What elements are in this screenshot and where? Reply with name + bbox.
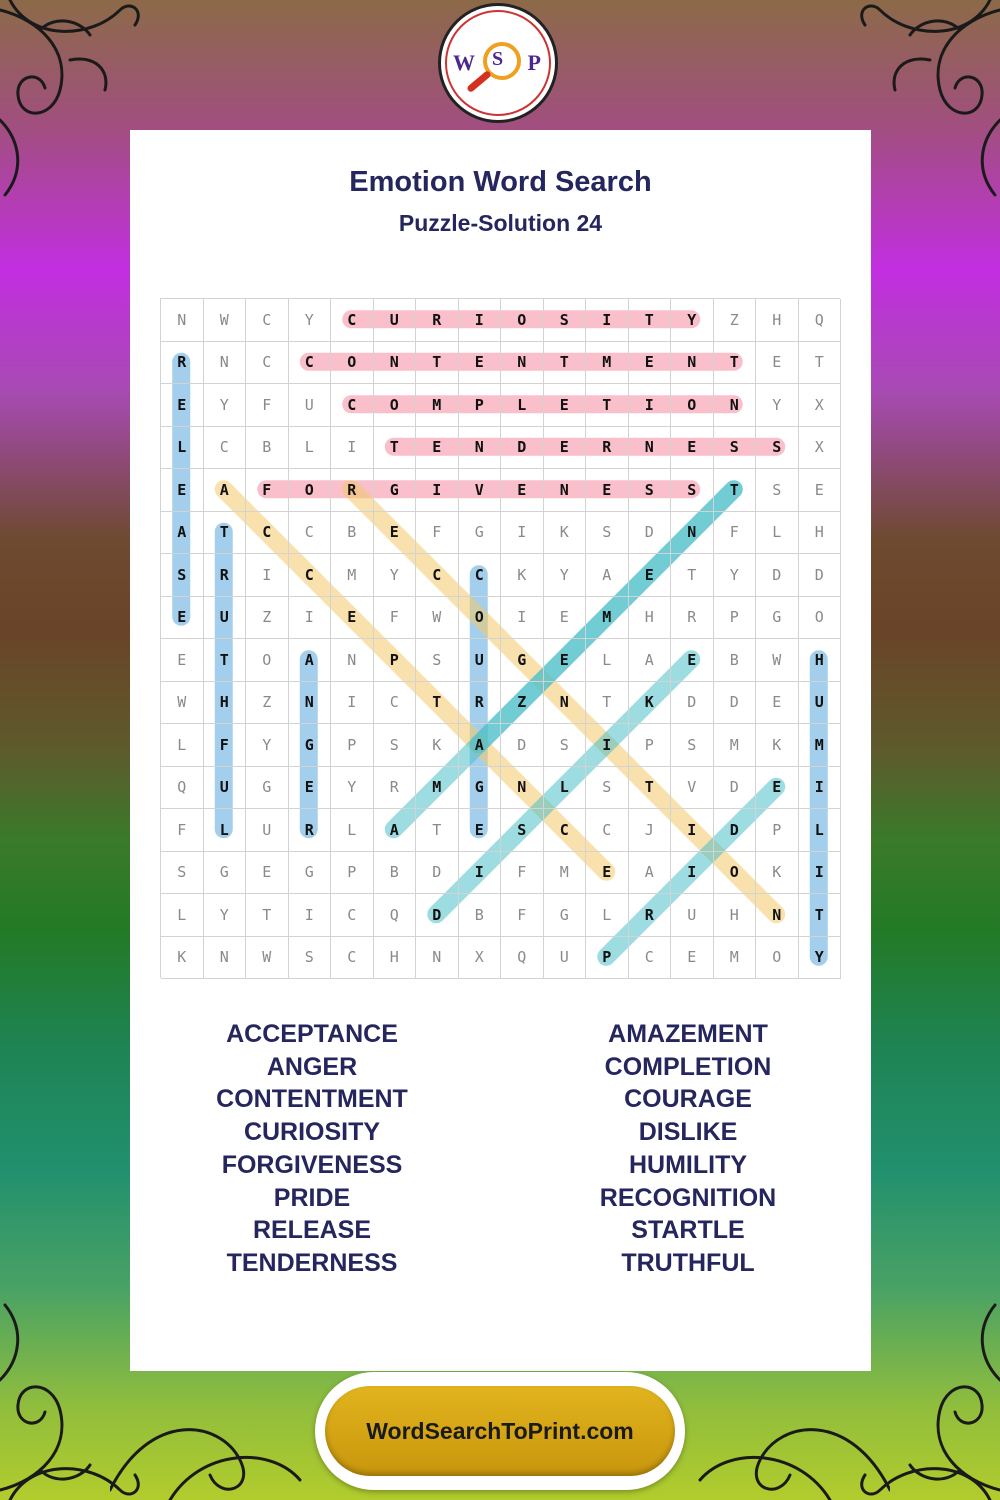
grid-cell: H xyxy=(799,639,842,682)
grid-cell: G xyxy=(374,469,417,512)
grid-cell: C xyxy=(246,512,289,555)
word-list-item: RELEASE xyxy=(252,1216,372,1245)
grid-cell: S xyxy=(629,469,672,512)
grid-cell: T xyxy=(374,427,417,470)
word-list-item: CURIOSITY xyxy=(243,1118,381,1147)
grid-cell: W xyxy=(416,597,459,640)
grid-cell: N xyxy=(544,682,587,725)
grid-cell: L xyxy=(161,724,204,767)
grid-cell: W xyxy=(756,639,799,682)
grid-cell: D xyxy=(799,554,842,597)
grid-cell: I xyxy=(459,299,502,342)
grid-cell: O xyxy=(714,852,757,895)
grid-cell: S xyxy=(161,852,204,895)
grid-cell: L xyxy=(204,809,247,852)
grid-cell: E xyxy=(544,597,587,640)
grid-cell: I xyxy=(586,299,629,342)
grid-cell: S xyxy=(544,299,587,342)
grid-cell: L xyxy=(586,639,629,682)
grid-cell: S xyxy=(671,724,714,767)
grid-cell: L xyxy=(331,809,374,852)
ornament-corner-top-right xyxy=(850,0,1000,200)
grid-cell: C xyxy=(416,554,459,597)
grid-cell: U xyxy=(204,597,247,640)
grid-cell: D xyxy=(416,894,459,937)
grid-cell: C xyxy=(331,384,374,427)
grid-cell: G xyxy=(246,767,289,810)
grid-cell: S xyxy=(501,809,544,852)
grid-cell: O xyxy=(799,597,842,640)
grid-cell: U xyxy=(671,894,714,937)
grid-cell: X xyxy=(799,427,842,470)
grid-cell: Y xyxy=(246,724,289,767)
grid-cell: W xyxy=(246,937,289,980)
grid-cell: I xyxy=(246,554,289,597)
grid-cell: D xyxy=(501,427,544,470)
grid-cell: K xyxy=(161,937,204,980)
grid-cell: C xyxy=(289,554,332,597)
grid-cell: S xyxy=(756,427,799,470)
grid-cell: Y xyxy=(204,894,247,937)
grid-cell: I xyxy=(629,384,672,427)
grid-cell: U xyxy=(204,767,247,810)
grid-cell: Y xyxy=(714,554,757,597)
grid-cell: I xyxy=(671,852,714,895)
grid-cell: S xyxy=(586,512,629,555)
grid-cell: I xyxy=(416,469,459,512)
word-list-item: PRIDE xyxy=(273,1183,351,1212)
grid-cell: T xyxy=(714,469,757,512)
word-list-left xyxy=(130,1018,494,1280)
grid-cell: Y xyxy=(204,384,247,427)
grid-cell: A xyxy=(204,469,247,512)
website-label: WordSearchToPrint.com xyxy=(325,1386,675,1476)
grid-cell: S xyxy=(714,427,757,470)
grid-cell: T xyxy=(799,894,842,937)
grid-cell: F xyxy=(501,894,544,937)
grid-cell: D xyxy=(714,682,757,725)
puzzle-card xyxy=(130,130,871,1371)
grid-cell: C xyxy=(586,809,629,852)
grid-cell: W xyxy=(161,682,204,725)
grid-cell: F xyxy=(714,512,757,555)
grid-cell: U xyxy=(459,639,502,682)
grid-cell: G xyxy=(501,639,544,682)
grid-cell: R xyxy=(586,427,629,470)
grid-cell: C xyxy=(629,937,672,980)
grid-cell: D xyxy=(416,852,459,895)
grid-cell: R xyxy=(374,767,417,810)
grid-cell: F xyxy=(161,809,204,852)
grid-cell: E xyxy=(671,639,714,682)
grid-cell: Z xyxy=(501,682,544,725)
grid-cell: N xyxy=(756,894,799,937)
word-list-item: DISLIKE xyxy=(638,1118,738,1147)
grid-cell: E xyxy=(544,384,587,427)
grid-cell: N xyxy=(416,937,459,980)
grid-cell: O xyxy=(756,937,799,980)
grid-cell: O xyxy=(289,469,332,512)
grid-cell: K xyxy=(756,852,799,895)
grid-cell: I xyxy=(586,724,629,767)
grid-cell: U xyxy=(374,299,417,342)
word-list-item: AMAZEMENT xyxy=(608,1020,768,1048)
grid-cell: P xyxy=(586,937,629,980)
word-list-item: COMPLETION xyxy=(604,1052,772,1081)
grid-cell: I xyxy=(501,512,544,555)
grid-cell: A xyxy=(586,554,629,597)
grid-cell: N xyxy=(671,342,714,385)
word-list-item: FORGIVENESS xyxy=(221,1150,403,1179)
grid-cell: B xyxy=(374,852,417,895)
grid-cell: Z xyxy=(246,682,289,725)
grid-cell: E xyxy=(161,597,204,640)
grid-cell: L xyxy=(289,427,332,470)
grid-cell: M xyxy=(416,767,459,810)
grid-cell: O xyxy=(246,639,289,682)
grid-cell: D xyxy=(756,554,799,597)
website-button[interactable] xyxy=(315,1372,685,1490)
grid-cell: W xyxy=(204,299,247,342)
grid-cell: R xyxy=(204,554,247,597)
grid-cell: O xyxy=(501,299,544,342)
grid-cell: G xyxy=(459,767,502,810)
grid-cell: T xyxy=(544,342,587,385)
grid-cell: V xyxy=(459,469,502,512)
grid-cell: F xyxy=(246,469,289,512)
grid-cell: U xyxy=(246,809,289,852)
grid-cell: M xyxy=(714,937,757,980)
grid-cell: N xyxy=(501,342,544,385)
grid-cell: T xyxy=(204,512,247,555)
grid-cell: B xyxy=(246,427,289,470)
grid-cell: K xyxy=(756,724,799,767)
word-list-right xyxy=(502,1018,874,1280)
grid-cell: H xyxy=(799,512,842,555)
grid-cell: E xyxy=(756,342,799,385)
grid-cell: E xyxy=(629,342,672,385)
grid-cell: E xyxy=(459,809,502,852)
grid-cell: G xyxy=(459,512,502,555)
grid-cell: E xyxy=(756,682,799,725)
grid-cell: P xyxy=(374,639,417,682)
letter-grid xyxy=(160,298,840,978)
grid-cell: O xyxy=(374,384,417,427)
word-list-item: HUMILITY xyxy=(628,1150,748,1179)
grid-cell: E xyxy=(331,597,374,640)
grid-cell: L xyxy=(756,512,799,555)
grid-cell: N xyxy=(501,767,544,810)
grid-cell: K xyxy=(416,724,459,767)
grid-cell: P xyxy=(714,597,757,640)
grid-cell: T xyxy=(586,384,629,427)
word-list-item: TRUTHFUL xyxy=(621,1248,755,1277)
grid-cell: P xyxy=(459,384,502,427)
grid-cell: E xyxy=(246,852,289,895)
grid-cell: P xyxy=(331,852,374,895)
grid-cell: E xyxy=(161,639,204,682)
grid-cell: T xyxy=(586,682,629,725)
grid-cell: C xyxy=(459,554,502,597)
grid-cell: C xyxy=(331,894,374,937)
grid-cell: E xyxy=(756,767,799,810)
grid-cell: C xyxy=(331,299,374,342)
grid-cell: T xyxy=(416,342,459,385)
grid-cell: D xyxy=(671,682,714,725)
grid-cell: U xyxy=(289,384,332,427)
grid-cell: F xyxy=(246,384,289,427)
grid-cell: M xyxy=(586,342,629,385)
grid-cell: X xyxy=(459,937,502,980)
grid-cell: E xyxy=(459,342,502,385)
grid-cell: F xyxy=(501,852,544,895)
grid-cell: T xyxy=(246,894,289,937)
grid-cell: A xyxy=(161,512,204,555)
grid-cell: J xyxy=(629,809,672,852)
grid-cell: U xyxy=(544,937,587,980)
grid-cell: C xyxy=(289,512,332,555)
grid-cell: S xyxy=(544,724,587,767)
grid-cell: Q xyxy=(501,937,544,980)
grid-cell: H xyxy=(756,299,799,342)
grid-cell: C xyxy=(544,809,587,852)
grid-cell: N xyxy=(204,937,247,980)
grid-cell: L xyxy=(501,384,544,427)
grid-cell: T xyxy=(204,639,247,682)
grid-cell: I xyxy=(501,597,544,640)
grid-cell: N xyxy=(331,639,374,682)
word-list-item: COURAGE xyxy=(624,1085,752,1114)
grid-cell: K xyxy=(501,554,544,597)
grid-cell: S xyxy=(161,554,204,597)
grid-cell: I xyxy=(799,852,842,895)
grid-cell: E xyxy=(374,512,417,555)
grid-cell: M xyxy=(416,384,459,427)
grid-cell: K xyxy=(629,682,672,725)
grid-cell: E xyxy=(161,384,204,427)
grid-cell: D xyxy=(629,512,672,555)
grid-cell: M xyxy=(544,852,587,895)
grid-cell: E xyxy=(416,427,459,470)
grid-cell: G xyxy=(204,852,247,895)
grid-cell: Y xyxy=(374,554,417,597)
grid-cell: N xyxy=(161,299,204,342)
grid-cell: F xyxy=(204,724,247,767)
grid-cell: N xyxy=(289,682,332,725)
grid-cell: Q xyxy=(161,767,204,810)
grid-cell: E xyxy=(501,469,544,512)
word-search-grid-area xyxy=(160,298,840,978)
grid-cell: P xyxy=(756,809,799,852)
grid-cell: A xyxy=(629,852,672,895)
grid-cell: A xyxy=(289,639,332,682)
grid-cell: M xyxy=(586,597,629,640)
grid-cell: G xyxy=(544,894,587,937)
grid-cell: T xyxy=(671,554,714,597)
grid-cell: E xyxy=(799,469,842,512)
grid-cell: E xyxy=(586,469,629,512)
grid-cell: M xyxy=(331,554,374,597)
grid-cell: B xyxy=(459,894,502,937)
grid-cell: Y xyxy=(544,554,587,597)
grid-cell: Z xyxy=(714,299,757,342)
grid-cell: A xyxy=(459,724,502,767)
grid-cell: R xyxy=(416,299,459,342)
ornament-corner-top-left xyxy=(0,0,150,200)
grid-cell: R xyxy=(289,809,332,852)
grid-cell: Z xyxy=(246,597,289,640)
grid-cell: I xyxy=(459,852,502,895)
grid-cell: L xyxy=(161,894,204,937)
grid-cell: K xyxy=(544,512,587,555)
page-subtitle: Puzzle-Solution 24 xyxy=(398,210,603,236)
grid-cell: I xyxy=(289,597,332,640)
grid-cell: C xyxy=(204,427,247,470)
grid-cell: E xyxy=(629,554,672,597)
grid-cell: N xyxy=(374,342,417,385)
grid-cell: N xyxy=(204,342,247,385)
grid-cell: O xyxy=(671,384,714,427)
grid-cell: C xyxy=(246,299,289,342)
grid-cell: S xyxy=(416,639,459,682)
grid-cell: H xyxy=(204,682,247,725)
grid-cell: H xyxy=(629,597,672,640)
grid-cell: R xyxy=(161,342,204,385)
grid-cell: I xyxy=(331,682,374,725)
logo-letter-p: P xyxy=(527,50,541,75)
grid-cell: C xyxy=(331,937,374,980)
grid-cell: M xyxy=(714,724,757,767)
grid-cell: I xyxy=(671,809,714,852)
grid-cell: R xyxy=(459,682,502,725)
grid-cell: N xyxy=(714,384,757,427)
grid-cell: O xyxy=(459,597,502,640)
grid-cell: S xyxy=(374,724,417,767)
grid-cell: A xyxy=(629,639,672,682)
grid-cell: E xyxy=(544,427,587,470)
grid-cell: L xyxy=(586,894,629,937)
word-list-item: CONTENTMENT xyxy=(216,1085,408,1114)
word-list-item: ACCEPTANCE xyxy=(226,1020,398,1048)
grid-cell: G xyxy=(289,724,332,767)
grid-cell: T xyxy=(629,299,672,342)
grid-cell: S xyxy=(289,937,332,980)
grid-cell: L xyxy=(799,809,842,852)
grid-cell: R xyxy=(331,469,374,512)
grid-cell: X xyxy=(799,384,842,427)
grid-cell: L xyxy=(161,427,204,470)
grid-cell: Y xyxy=(289,299,332,342)
grid-cell: N xyxy=(629,427,672,470)
grid-cell: H xyxy=(374,937,417,980)
word-list-item: TENDERNESS xyxy=(226,1248,398,1277)
grid-cell: D xyxy=(714,809,757,852)
grid-cell: T xyxy=(416,809,459,852)
wsp-logo xyxy=(438,3,558,123)
grid-cell: E xyxy=(161,469,204,512)
grid-cell: B xyxy=(714,639,757,682)
logo-letter-s: S xyxy=(492,48,504,70)
grid-cell: E xyxy=(586,852,629,895)
word-list-item: ANGER xyxy=(266,1052,358,1081)
grid-cell: Q xyxy=(374,894,417,937)
grid-cell: E xyxy=(289,767,332,810)
grid-cell: C xyxy=(246,342,289,385)
word-list-item: STARTLE xyxy=(631,1216,745,1245)
grid-cell: T xyxy=(799,342,842,385)
grid-cell: C xyxy=(289,342,332,385)
grid-cell: T xyxy=(714,342,757,385)
grid-cell: E xyxy=(544,639,587,682)
grid-cell: P xyxy=(629,724,672,767)
logo-letter-w: W xyxy=(453,50,475,75)
grid-cell: B xyxy=(331,512,374,555)
word-list-item: RECOGNITION xyxy=(599,1183,777,1212)
grid-cell: M xyxy=(799,724,842,767)
grid-cell: R xyxy=(629,894,672,937)
grid-cell: R xyxy=(671,597,714,640)
grid-cell: U xyxy=(799,682,842,725)
grid-cell: E xyxy=(671,427,714,470)
grid-cell: S xyxy=(586,767,629,810)
grid-cell: I xyxy=(331,427,374,470)
page-title: Emotion Word Search xyxy=(349,166,652,198)
grid-cell: F xyxy=(416,512,459,555)
grid-cell: V xyxy=(671,767,714,810)
grid-cell: T xyxy=(416,682,459,725)
grid-cell: Y xyxy=(671,299,714,342)
grid-cell: G xyxy=(756,597,799,640)
grid-cell: O xyxy=(331,342,374,385)
grid-cell: N xyxy=(544,469,587,512)
grid-cell: H xyxy=(714,894,757,937)
grid-cell: D xyxy=(714,767,757,810)
grid-cell: N xyxy=(459,427,502,470)
grid-cell: S xyxy=(671,469,714,512)
grid-cell: Y xyxy=(331,767,374,810)
grid-cell: N xyxy=(671,512,714,555)
grid-cell: P xyxy=(331,724,374,767)
grid-cell: C xyxy=(374,682,417,725)
grid-cell: T xyxy=(629,767,672,810)
grid-cell: E xyxy=(671,937,714,980)
grid-cell: Y xyxy=(756,384,799,427)
grid-cell: G xyxy=(289,852,332,895)
grid-cell: Q xyxy=(799,299,842,342)
grid-cell: L xyxy=(544,767,587,810)
grid-cell: A xyxy=(374,809,417,852)
grid-cell: S xyxy=(756,469,799,512)
grid-cell: D xyxy=(501,724,544,767)
grid-cell: F xyxy=(374,597,417,640)
grid-cell: I xyxy=(289,894,332,937)
grid-cell: I xyxy=(799,767,842,810)
grid-cell: Y xyxy=(799,937,842,980)
